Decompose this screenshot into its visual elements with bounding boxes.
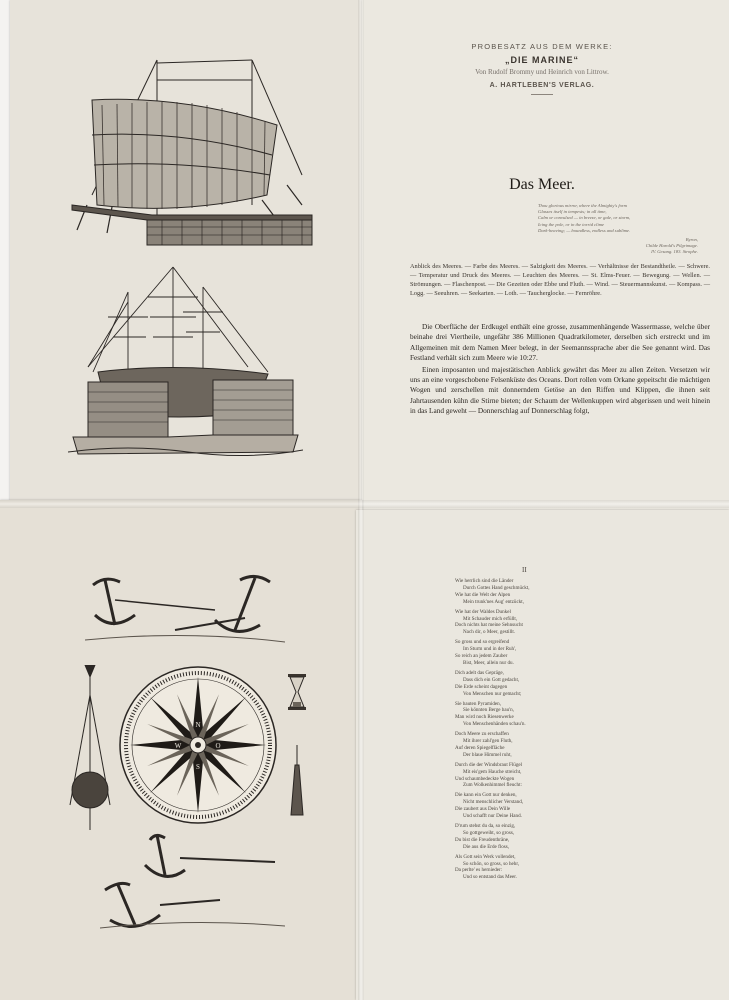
epigraph-line: Dark-heaving; — boundless, endless and sublime. (538, 227, 631, 233)
compass-letter-n: N (195, 721, 201, 729)
header-rule (531, 94, 553, 95)
poem-number: II (522, 566, 527, 574)
compass-rose-illustration (118, 665, 278, 825)
poem-line: Der blaue Himmel ruht, (463, 751, 512, 758)
poem-line: Da perlte' es hernieder: (455, 867, 503, 874)
poem-line: Du bist die Freudenthräne, (455, 836, 510, 843)
poem-stanza (455, 792, 635, 820)
poem (455, 578, 635, 884)
poem-line: Von Menschenhänden schau'n. (463, 721, 526, 728)
poem-line: Und schafft nur Deine Hand. (463, 813, 522, 820)
epigraph-line: Thou glorious mirror, where the Almighty's form (538, 203, 627, 208)
hourglass-illustration (287, 674, 307, 710)
poem-line: Als Gott sein Werk vollendet, (455, 853, 516, 860)
poem-stanza (455, 701, 635, 729)
poem-line: Die aus die Erde floss, (463, 843, 509, 850)
header-work-title: „DIE MARINE“ (504, 55, 579, 65)
poem-stanza (455, 854, 635, 882)
epigraph (538, 203, 698, 256)
anchors-illustration (85, 570, 285, 650)
poem-stanza (455, 670, 635, 698)
body-paragraph-2: Einen imposanten und majestätischen Anblick gewährt das Meer zu allen Zeiten. Versetzen wir uns an eine vorgeschobene Felsenküste des Oceans. Dort rollen vom Orkane gepeitscht die mächtigen Wogen und zerschellen mit donnerndem Getöse an den Riffen und Klippen, die ihnen seit Jahrtausenden kühn die Stirne bieten; der Schaum der Wellenkuppen wird abgerissen und weit hinein in das Land geweht — Donnerschlag auf Donnerschlag folgt, (410, 364, 710, 416)
sounding-lead-illustration (287, 745, 307, 820)
poem-line: Dich adelt das Gepräge, (455, 669, 504, 676)
poem-line: Mit ihrer zahl'gen Fluth, (463, 738, 513, 745)
poem-line: Wie hat die Welt der Alpen (455, 591, 511, 598)
poem-stanza (455, 762, 635, 790)
epigraph-source-work: Childe Harold's Pilgrimage. (645, 243, 698, 249)
poem-line: Sie könnten Berge bau'n, (463, 707, 514, 714)
poem-line: Mein trunk'nes Aug' entzückt, (463, 598, 524, 605)
poem-line: Und so entstand das Meer. (463, 874, 517, 881)
chapter-summary: Anblick des Meeres. — Farbe des Meeres. — Salzigkeit des Meeres. — Verhältnisse der Bestandtheile. — Schwere. — Temperatur und Druck des Meeres. — Leuchten des Meeres. — St. Elms-Feuer. — Bewegung. — Wellen. — Strömungen. — Flaschenpost. — Die Gezeiten oder Ebbe und Fluth. — Wind. — Steuermannskunst. — Kompass. — Logg. — Seeuhren. — Seekarten. — Loth. — Taucherglocke. — Fernröhre. (410, 263, 710, 297)
poem-stanza (455, 609, 635, 637)
compass-letter-o: O (215, 742, 221, 750)
poem-line: Die Erde scheint dagegen (455, 683, 508, 690)
poem-line: D'rum stehst du da, so einzig, (455, 823, 516, 829)
ship-construction-illustration (62, 55, 317, 250)
poem-line: Bist, Meer, allein nur du. (463, 659, 514, 666)
poem-line: Mit eis'gem Hauche streicht, (463, 768, 522, 775)
poem-line: So gross und so ergreifend (455, 639, 510, 646)
compass-letter-s: S (196, 763, 200, 771)
epigraph-line: Calm or convulsed — in breeze, or gale, or storm, (538, 215, 631, 221)
header-publisher: A. HARTLEBEN'S VERLAG. (489, 82, 595, 89)
header-line-1: PROBESATZ AUS DEM WERKE: (471, 42, 613, 51)
poem-line: Durch die der Windsbraut Flügel (455, 761, 523, 768)
poem-line: Wie hat der Waldes Dunkel (455, 608, 511, 615)
publisher-header (372, 42, 712, 95)
epigraph-source-author: Byron, (685, 237, 698, 243)
poem-stanza (455, 823, 635, 851)
poem-line: Zum Wolkenhimmel fleucht: (463, 782, 522, 789)
poem-stanza (455, 731, 635, 759)
poem-line: Nach dir, o Meer, gestillt. (463, 629, 516, 636)
epigraph-line: Glasses itself in tempests; in all time, (538, 209, 607, 215)
body-text (410, 322, 710, 418)
poem-line: So reich an jedem Zauber (455, 653, 508, 660)
poem-line: Von Menschen nur gemacht; (463, 690, 522, 697)
ship-drydock-illustration (68, 262, 303, 462)
epigraph-source-canto: IV. Gesang. 183. Strophe. (651, 249, 698, 255)
poem-line: Im Sturm und in der Ruh', (463, 646, 517, 653)
page-title: Das Meer. (509, 176, 575, 193)
poem-stanza (455, 639, 635, 667)
poem-line: So gottgeweiht, so gross, (463, 829, 515, 836)
poem-line: Durch Gottes Hand geschmückt, (463, 584, 530, 591)
poem-line: Nicht menschlicher Verstand, (463, 799, 524, 806)
poem-line: So schön, so gross, so hehr, (463, 860, 520, 867)
pendulum-illustration (65, 665, 115, 835)
poem-line: Dass dich ein Gott gedacht, (463, 676, 520, 683)
poem-line: Man wird noch Riesenwerke (455, 714, 514, 721)
poem-line: Wie herrlich sind die Länder (455, 578, 514, 584)
poem-line: Die zaubert aus Dein Wille (455, 806, 511, 813)
poem-line: Doch Meere zu erschaffen (455, 731, 509, 738)
poem-line: Sie bauten Pyramiden, (455, 700, 501, 707)
poem-line: Auf deren Spiegelfläche (455, 744, 505, 751)
compass-letter-w: W (174, 742, 182, 750)
anchors-bottom-illustration (100, 830, 285, 935)
poem-line: Und schaumbedeckte Wogen (455, 775, 515, 782)
poem-stanza (455, 578, 635, 606)
header-authors: Von Rudolf Brommy und Heinrich von Littrow. (475, 68, 609, 76)
horizontal-fold (0, 500, 729, 508)
epigraph-line: Icing the pole, or in the torrid clime (538, 221, 605, 227)
poem-line: Doch nichts hat meine Sehnsucht (455, 622, 523, 629)
body-paragraph-1: Die Oberfläche der Erdkugel enthält eine grosse, zusammenhängende Wassermasse, welche über beinahe drei Viertheile, ungefähr 386 Millionen Quadratkilometer, derselben sich erstreckt und im Allgemeinen mit dem Namen Meer belegt, in der Seemannssprache aber die See genannt wird. Das Festland verhält sich zum Meere wie 10:27. (410, 322, 710, 363)
poem-line: Mit Schauder mich erfüllt, (463, 615, 518, 622)
poem-line: Die kann ein Gott nur denken, (455, 792, 517, 799)
